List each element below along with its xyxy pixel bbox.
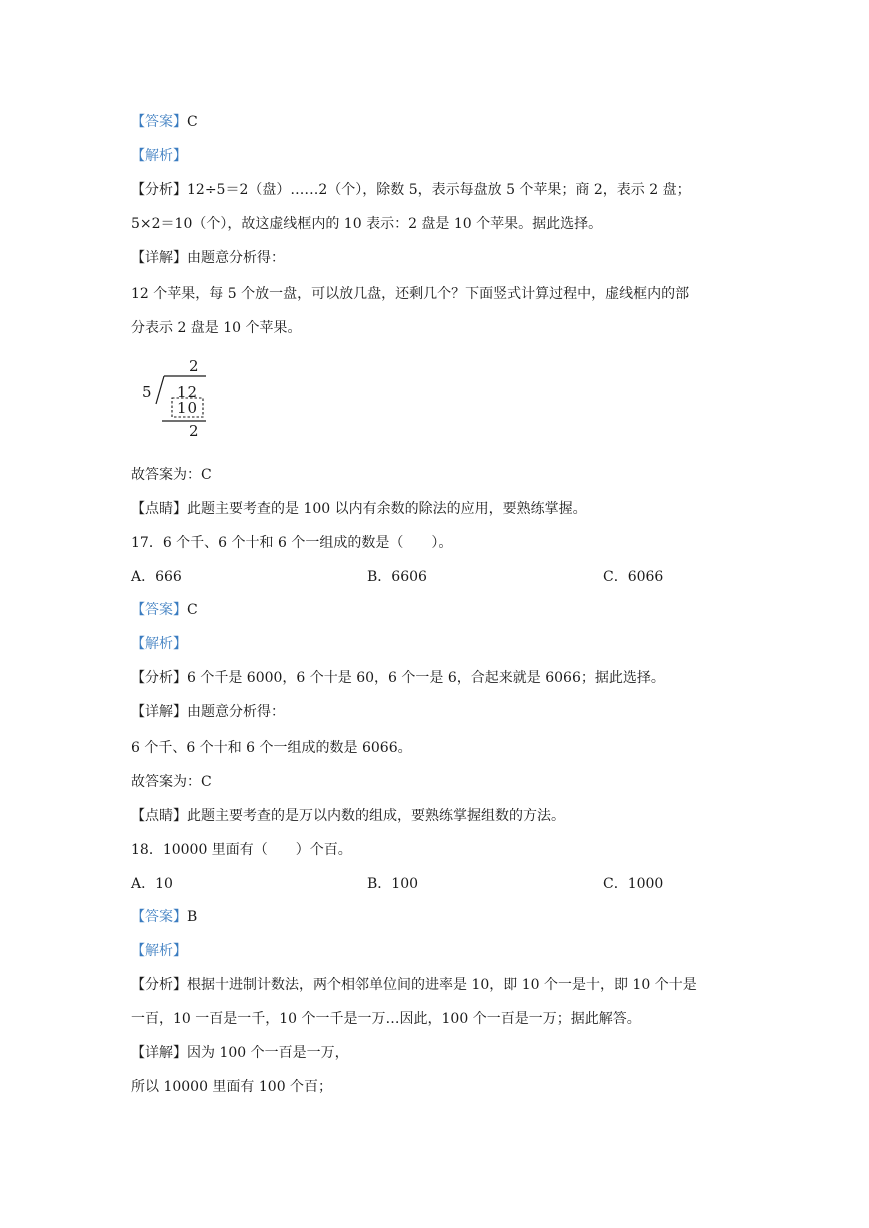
answer-value: C — [187, 114, 198, 130]
fenxi-tag: 【分析】 — [131, 670, 187, 686]
dianjing-line — [131, 806, 565, 826]
fenxi-continued — [131, 214, 602, 234]
answer-value: B — [187, 909, 198, 925]
q17-option-a: A．666 — [131, 569, 182, 585]
fenxi-tag: 【分析】 — [131, 977, 187, 993]
dianjing-text: 此题主要考查的是万以内数的组成，要熟练掌握组数的方法。 — [187, 808, 565, 824]
answer-tag: 【答案】 — [131, 909, 187, 925]
dianjing-text: 此题主要考查的是 100 以内有余数的除法的应用，要熟练掌握。 — [187, 501, 587, 517]
remainder: 2 — [189, 422, 199, 440]
fenxi-line — [131, 975, 697, 995]
dianjing-tag: 【点睛】 — [131, 501, 187, 517]
q18-option-a: A．10 — [131, 876, 173, 892]
answer-tag: 【答案】 — [131, 114, 187, 130]
fenxi-continued-text: 一百，10 一百是一千，10 个一千是一万…因此，100 个一百是一万；据此解答。 — [131, 1011, 641, 1027]
dividend: 12 — [177, 383, 199, 401]
answer-value: C — [187, 602, 198, 618]
body-line — [131, 738, 412, 758]
answer-tag: 【答案】 — [131, 602, 187, 618]
fenxi-text: 12÷5＝2（盘）……2（个），除数 5，表示每盘放 5 个苹果；商 2，表示 2 盘； — [187, 182, 691, 198]
analysis-tag: 【解析】 — [131, 148, 187, 164]
fenxi-tag: 【分析】 — [131, 182, 187, 198]
body-text: 6 个千、6 个十和 6 个一组成的数是 6066。 — [131, 740, 412, 756]
dianjing-line — [131, 499, 587, 519]
conclusion-text: 故答案为：C — [131, 467, 212, 483]
conclusion-line — [131, 772, 212, 792]
question-18 — [131, 840, 352, 860]
q18-option-c: C．1000 — [603, 876, 664, 892]
analysis-heading — [131, 146, 187, 166]
answer-line — [131, 600, 198, 620]
fenxi-text: 6 个千是 6000，6 个十是 60，6 个一是 6，合起来就是 6066；据此选择。 — [187, 670, 665, 686]
xiangjie-tag: 【详解】 — [131, 704, 187, 720]
analysis-heading — [131, 941, 187, 961]
xiangjie-text: 由题意分析得： — [187, 250, 285, 266]
body-text: 分表示 2 盘是 10 个苹果。 — [131, 320, 302, 336]
body-line — [131, 284, 689, 304]
q17-option-c: C．6066 — [603, 569, 664, 585]
division-bracket — [156, 376, 164, 404]
xiangjie-line — [131, 702, 285, 722]
fenxi-line — [131, 668, 665, 688]
fenxi-line — [131, 180, 691, 200]
analysis-heading — [131, 634, 187, 654]
q17-option-b: B．6606 — [367, 569, 427, 585]
body-line — [131, 1077, 332, 1097]
xiangjie-text: 因为 100 个一百是一万， — [187, 1045, 349, 1061]
product: 10 — [177, 399, 199, 417]
conclusion-text: 故答案为：C — [131, 774, 212, 790]
body-text: 12 个苹果，每 5 个放一盘，可以放几盘，还剩几个？下面竖式计算过程中，虚线框内的部 — [131, 286, 690, 302]
xiangjie-tag: 【详解】 — [131, 1045, 187, 1061]
quotient: 2 — [189, 357, 199, 375]
xiangjie-text: 由题意分析得： — [187, 704, 285, 720]
question-17-text: 17．6 个千、6 个十和 6 个一组成的数是（ ）。 — [131, 535, 453, 551]
question-17 — [131, 533, 452, 553]
answer-line — [131, 112, 198, 132]
xiangjie-line — [131, 1043, 349, 1063]
fenxi-continued-text: 5×2＝10（个），故这虚线框内的 10 表示：2 盘是 10 个苹果。据此选择。 — [131, 216, 603, 232]
xiangjie-line — [131, 248, 285, 268]
divisor: 5 — [142, 383, 152, 401]
dianjing-tag: 【点睛】 — [131, 808, 187, 824]
question-18-text: 18．10000 里面有（ ）个百。 — [131, 842, 352, 858]
body-line — [131, 318, 302, 338]
xiangjie-tag: 【详解】 — [131, 250, 187, 266]
long-division-diagram — [140, 354, 230, 444]
analysis-tag: 【解析】 — [131, 636, 187, 652]
analysis-tag: 【解析】 — [131, 943, 187, 959]
body-text: 所以 10000 里面有 100 个百； — [131, 1079, 333, 1095]
answer-line — [131, 907, 197, 927]
fenxi-continued — [131, 1009, 641, 1029]
fenxi-text: 根据十进制计数法，两个相邻单位间的进率是 10，即 10 个一是十，即 10 个十是 — [187, 977, 697, 993]
conclusion-line — [131, 465, 212, 485]
q18-option-b: B．100 — [367, 876, 419, 892]
